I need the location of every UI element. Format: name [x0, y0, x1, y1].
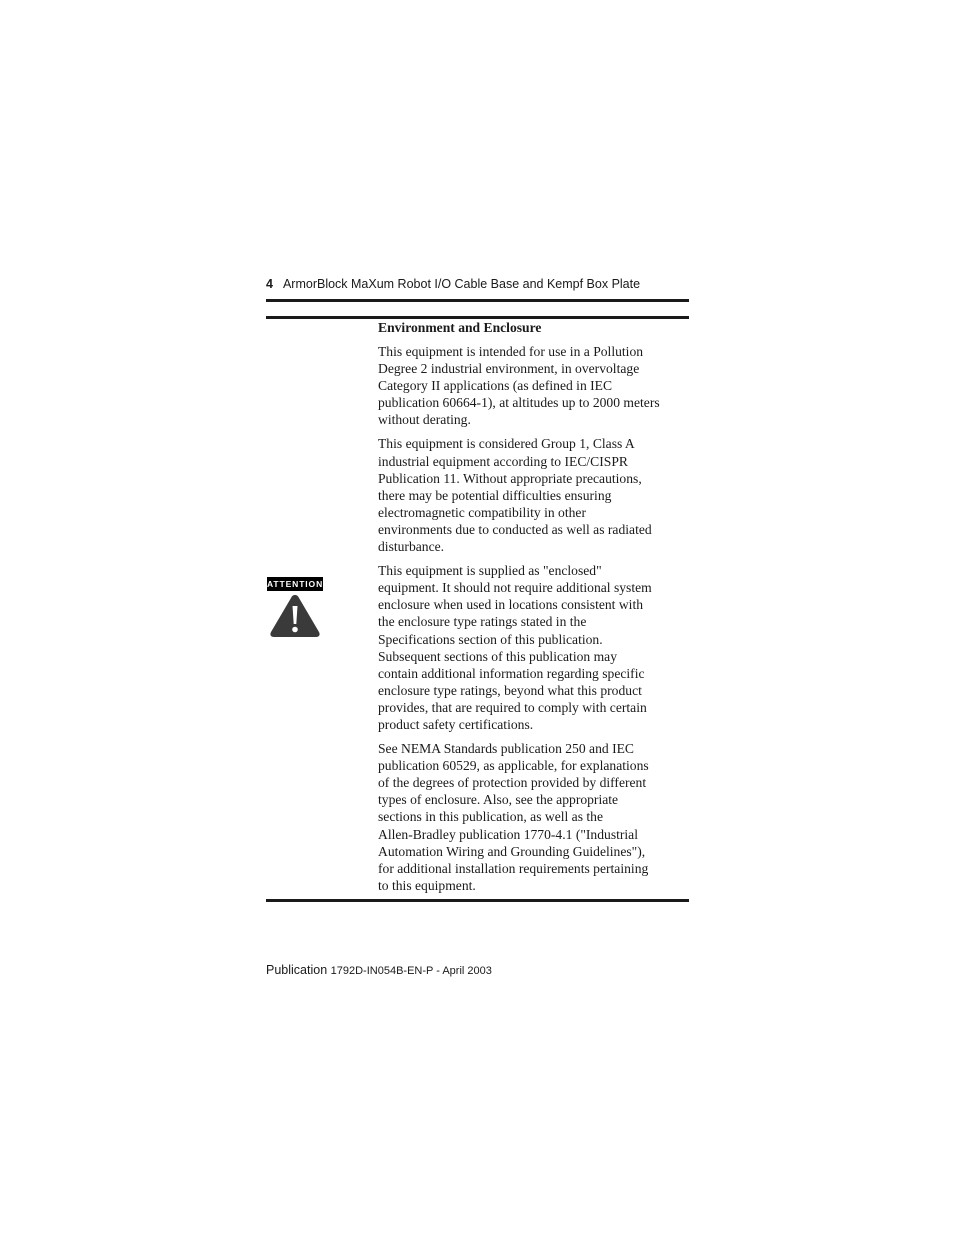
warning-triangle-icon: [269, 593, 321, 639]
paragraph-nema-standards: See NEMA Standards publication 250 and IEC publication 60529, as applicable, for explanations of the degrees of protection provided by different types of enclosure. Also, see the appropriate sections in this publication, as well as the Allen-Bradley publication 1770-4.1 ("Industrial Automation Wiring and Grounding Guidelines"), for additional installation requirements pertaining to this equipment.: [378, 741, 649, 893]
paragraph-enclosed-equipment: This equipment is supplied as "enclosed" equipment. It should not require additional system enclosure when used in locations consistent with the enclosure type ratings stated in the Specifications section of this publication. Subsequent sections of this publication may contain additional information regarding specific enclosure type ratings, beyond what this product provides, that are required to comply with certain product safety certifications.: [378, 563, 652, 732]
page-footer: [266, 962, 492, 979]
paragraph-emc: This equipment is considered Group 1, Class A industrial equipment according to IEC/CISPR Publication 11. Without appropriate precautions, there may be potential difficulties ensuring electromagnetic compatibility in other environments due to conducted as well as radiated disturbance.: [378, 436, 652, 555]
footer-label: Publication: [266, 963, 328, 977]
page-number: 4: [266, 277, 273, 291]
attention-block: [267, 577, 323, 639]
table-bottom-rule: [266, 899, 689, 902]
paragraph-pollution-degree: This equipment is intended for use in a Pollution Degree 2 industrial environment, in overvoltage Category II applications (as defined in IEC publication 60664-1), at altitudes up to 2000 meters without derating.: [378, 344, 660, 428]
page-header: [266, 276, 689, 292]
publication-code: 1792D-IN054B-EN-P - April 2003: [330, 965, 492, 977]
header-rule: [266, 299, 689, 302]
section-content: [378, 319, 690, 894]
document-title: ArmorBlock MaXum Robot I/O Cable Base and Kempf Box Plate: [282, 277, 641, 291]
section-heading: Environment and Enclosure: [378, 320, 542, 335]
attention-label: ATTENTION: [267, 579, 324, 589]
